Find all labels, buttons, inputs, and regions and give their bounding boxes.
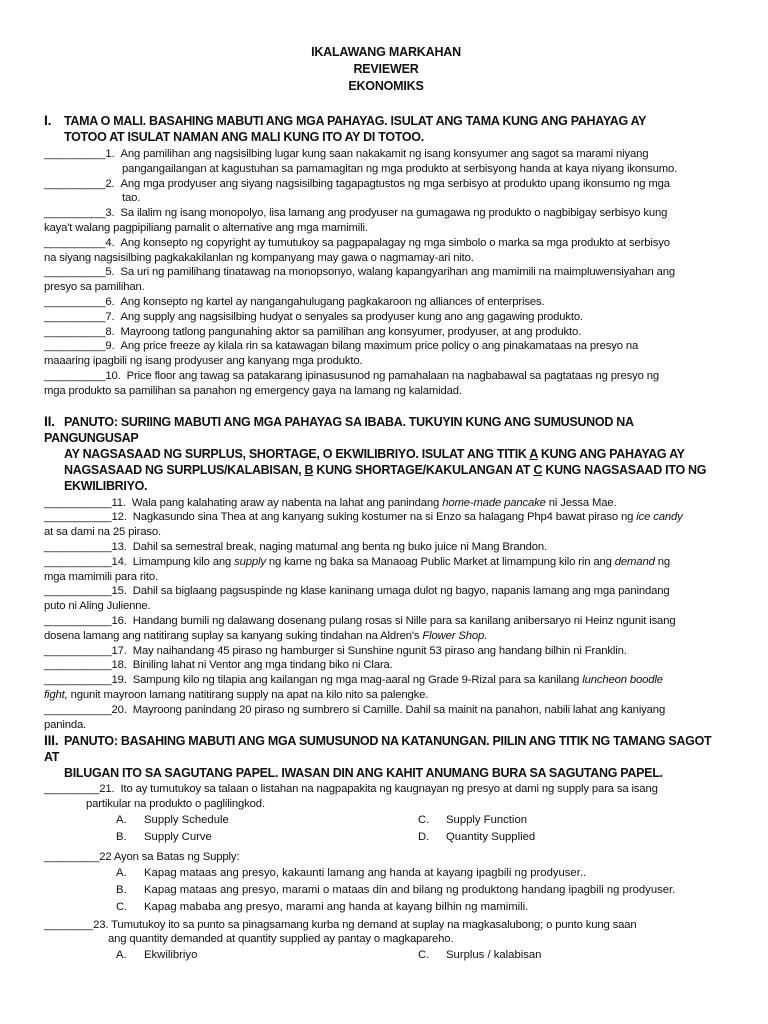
question-text: mga produkto sa pamilihan sa panahon ng emergency gaya na lamang ng kalamidad. [44,384,462,397]
answer-blank[interactable]: __________ [44,177,106,190]
question-text: Ang konsepto ng kartel ay nangangahulugang pagkakaroon ng alliances of enterprises. [120,295,545,308]
question-12: ___________12. Nagkasundo sina Thea at ang kanyang suking kostumer na si Enzo sa halagang Php4 bawat piraso ng ice candy at sa dami na 25 piraso. [44,511,683,539]
question-22: _________22 Ayon sa Batas ng Supply: [44,850,240,863]
option-c[interactable]: C. Surplus / kalabisan [418,949,542,962]
section-2-line1: PANUTO: SURIING MABUTI ANG MGA PAHAYAG SA IBABA. TUKUYIN KUNG ANG SUMUSUNOD NA PANGUNGUSAP [44,414,634,445]
question-text: maaaring ipagbili ng isang prodyuser ang kanyang mga produkto. [44,355,363,368]
option-a[interactable]: A. Kapag mataas ang presyo, kakaunti lamang ang handa at kayang ipagbili ng prodyuser.. [116,866,587,879]
section-2-instructions: II. PANUTO: SURIING MABUTI ANG MGA PAHAYAG SA IBABA. TUKUYIN KUNG ANG SUMUSUNOD NA PANGUNGUSAP AY NAGSASAAD NG SURPLUS, SHORTAGE, O EKWILIBRIYO. ISULAT ANG TITIK A KUNG ANG PAHAYAG AY NAGSASAAD NG SURPLUS/KALABISAN, B KUNG SHORTAGE/KAKULANGAN AT C KUNG NAGSASAAD ITO NG EKWILIBRIYO. [44,413,728,494]
answer-blank[interactable]: __________ [44,310,106,323]
option-a[interactable]: A. Supply Schedule [116,813,229,826]
answer-blank[interactable]: __________ [44,148,106,160]
question-11: ___________11. Wala pang kalahating araw ay nabenta na lahat ang panindang home-made pancake ni Jessa Mae. [44,496,617,509]
question-23-options [44,947,728,964]
question-16: ___________16. Handang bumili ng dalawang dosenang pulang rosas si Nille para sa kanilang anibersaryo ni Heinz ngunit isang dosena lamang ang natitirang suplay sa kanyang suking tindahan na Aldren's Flower Shop. [44,614,676,642]
question-text: na siyang nagsisilbing pagkakakilanlan ng kompanyang may gawa o nagmamay-ari nito. [44,251,474,264]
question-23: ________23. Tumutukoy ito sa punto sa pinagsamang kurba ng demand at suplay na magkasalubong; o punto kung saan ang quantity demanded at quantity supplied ay pantay o magkapareho. [44,918,637,946]
question-text: Ang pamilihan ang nagsisilbing lugar kung saan nakakamit ng isang konsyumer ang sagot sa marami niyang [120,148,649,160]
question-4: __________4. Ang konsepto ng copyright ay tumutukoy sa pagpapalagay ng mga simbolo o marka sa mga produkto at serbisyo na siyang nagsisilbing pagkakakilanlan ng kompanyang may gawa o nagmamay-ari nito. [44,236,728,266]
question-20: ___________20. Mayroong panindang 20 piraso ng sumbrero si Camille. Dahil sa mainit na panahon, nabili lahat ang kaniyang paninda. [44,703,666,731]
option-c[interactable]: C. Supply Function [418,813,528,826]
answer-blank[interactable]: ___________ [44,659,112,672]
section-3-number: III. [44,732,59,749]
question-18: ___________18. Biniling lahat ni Ventor ang mga tindang biko ni Clara. [44,659,393,672]
answer-blank[interactable]: _________ [44,850,100,863]
answer-blank[interactable]: ___________ [44,644,112,657]
section-1-line2: TOTOO AT ISULAT NAMAN ANG MALI KUNG ITO AY DI TOTOO. [64,130,424,144]
subject-title: EKONOMIKS [348,79,424,93]
letter-a: A [529,446,538,461]
answer-blank[interactable]: ___________ [44,540,112,553]
question-17: ___________17. May naihandang 45 piraso ng hamburger si Sunshine ngunit 53 piraso ang handang bilhin ni Franklin. [44,644,627,657]
question-19: ___________19. Sampung kilo ng tilapia ang kailangan ng mga mag-aaral ng Grade 9-Rizal para sa kanilang luncheon boodle fight, ngunit mayroon lamang natitirang supply na apat na kilo nito sa palengke. [44,674,663,701]
question-5: __________5. Sa uri ng pamilihang tinatawag na monopsonyo, walang kapangyarihan ang mamimili na maimpluwensiyahan ang presyo sa pamilihan. [44,265,728,295]
answer-blank[interactable]: ___________ [44,585,112,598]
section-1-number: I. [44,112,52,128]
answer-blank[interactable]: __________ [44,207,106,220]
section-1-line1: TAMA O MALI. BASAHING MABUTI ANG MGA PAHAYAG. ISULAT ANG TAMA KUNG ANG PAHAYAG AY [64,114,647,128]
section-2-line2: AY NAGSASAAD NG SURPLUS, SHORTAGE, O EKWILIBRIYO. ISULAT ANG TITIK [64,446,527,461]
question-text: Sa uri ng pamilihang tinatawag na monopsonyo, walang kapangyarihan ang mamimili na maimpluwensiyahan ang [120,266,676,279]
answer-blank[interactable]: ___________ [44,555,112,568]
section-1-instructions [44,112,728,145]
section-3-line1: PANUTO: BASAHING MABUTI ANG MGA SUMUSUNOD NA KATANUNGAN. PIILIN ANG TITIK NG TAMANG SAGOT AT [44,734,712,765]
letter-c: C [533,462,543,477]
reviewer-title: REVIEWER [353,62,419,76]
question-8: __________8. Mayroong tatlong pangunahing aktor sa pamilihan ang konsyumer, prodyuser, at ang produkto. [44,325,582,338]
answer-blank[interactable]: _________ [44,783,100,796]
question-text: kaya't walang pagpipiliang pamalit o alternative ang mga mamimili. [44,221,368,234]
question-9: __________9. Ang price freeze ay kilala rin sa katawagan bilang maximum price policy o ang pinakamataas na presyo na maaaring ipagbili ng isang prodyuser ang kanyang mga produkto. [44,339,728,369]
answer-blank[interactable]: __________ [44,325,106,338]
answer-blank[interactable]: ___________ [44,703,112,716]
question-1: __________1. Ang pamilihan ang nagsisilbing lugar kung saan nakakamit ng isang konsyumer ang sagot sa marami niyang pangangailangan at kagustuhan sa pamamagitan ng mga produkto at serbisyong handa at kaya niyang ikonsumo. [44,147,728,177]
answer-blank[interactable]: ___________ [44,614,112,627]
question-text: Sa ilalim ng isang monopolyo, iisa lamang ang prodyuser na gumagawa ng produkto o nagbibigay serbisyo kung [120,207,668,220]
question-6: __________6. Ang konsepto ng kartel ay nangangahulugang pagkakaroon ng alliances of enterprises. [44,295,545,308]
answer-blank[interactable]: ___________ [44,511,112,524]
question-10: __________10. Price floor ang tawag sa patakarang ipinasusunod ng pamahalaan na nagbabawal sa pagtataas ng presyo ng mga produkto sa pamilihan sa panahon ng emergency gaya na lamang ng kalamidad. [44,369,728,399]
letter-b: B [304,462,314,477]
question-text: Ang price freeze ay kilala rin sa katawagan bilang maximum price policy o ang pinakamataas na presyo na [120,340,639,353]
question-22-options [44,865,728,916]
answer-blank[interactable]: ________ [44,918,94,931]
section-2-line4: EKWILIBRIYO. [64,478,148,493]
answer-blank[interactable]: __________ [44,266,106,279]
section-2-line3: NAGSASAAD NG SURPLUS/KALABISAN, [64,462,302,477]
question-21: _________21. Ito ay tumutukoy sa talaan o listahan na nagpapakita ng kaugnayan ng presyo at dami ng supply para sa isang partikular na produkto o paglilingkod. [44,783,658,811]
question-text: Mayroong tatlong pangunahing aktor sa pamilihan ang konsyumer, prodyuser, at ang produkto. [120,325,582,338]
answer-blank[interactable]: __________ [44,236,106,249]
option-a[interactable]: A. Ekwilibriyo [116,949,198,962]
option-b[interactable]: B. Kapag mataas ang presyo, marami o mataas din and bilang ng produktong handang ipagbili ng prodyuser. [116,883,676,896]
question-text: presyo sa pamilihan. [44,281,145,294]
option-c[interactable]: C. Kapag mababa ang presyo, marami ang handa at kayang bilhin ng mamimili. [116,900,529,913]
question-14: ___________14. Limampung kilo ang supply ng karne ng baka sa Manaoag Public Market at limampung kilo rin ang demand ng mga mamimili para rito. [44,555,670,583]
question-text: Ang konsepto ng copyright ay tumutukoy sa pagpapalagay ng mga simbolo o marka sa mga produkto at serbisyo [120,236,670,249]
option-d[interactable]: D. Quantity Supplied [418,830,536,843]
answer-blank[interactable]: ___________ [44,496,112,509]
question-text: pangangailangan at kagustuhan sa pamamagitan ng mga produkto at serbisyong handa at kaya niyang ikonsumo. [122,162,678,175]
question-text: Price floor ang tawag sa patakarang ipinasusunod ng pamahalaan na nagbabawal sa pagtataas ng presyo ng [126,369,659,382]
answer-blank[interactable]: __________ [44,340,106,353]
question-text: Ang supply ang nagsisilbing hudyat o senyales sa prodyuser kung ano ang gagawing produkto. [120,310,584,323]
section-2-number: II. [44,412,55,429]
answer-blank[interactable]: __________ [44,369,106,382]
answer-blank[interactable]: __________ [44,295,106,308]
question-text: tao. [122,192,141,205]
document-title [44,44,728,95]
answer-blank[interactable]: ___________ [44,674,112,687]
question-21-options [44,812,728,846]
question-text: Ang mga prodyuser ang siyang nagsisilbing tagapagtustos ng mga serbisyo at produkto upang ikonsumo ng mga [120,177,670,190]
question-15: ___________15. Dahil sa biglaang pagsuspinde ng klase kaninang umaga dulot ng bagyo, napanis lamang ang mga panindang puto ni Aling Julienne. [44,585,670,613]
question-3: __________3. Sa ilalim ng isang monopolyo, iisa lamang ang prodyuser na gumagawa ng produkto o nagbibigay serbisyo kung kaya't walang pagpipiliang pamalit o alternative ang mga mamimili. [44,206,728,236]
section-3-line2: BILUGAN ITO SA SAGUTANG PAPEL. IWASAN DIN ANG KAHIT ANUMANG BURA SA SAGUTANG PAPEL. [64,766,663,781]
section-3-instructions [44,732,728,781]
question-2: __________2. Ang mga prodyuser ang siyang nagsisilbing tagapagtustos ng mga serbisyo at produkto upang ikonsumo ng mga tao. [44,177,728,207]
quarter-title: IKALAWANG MARKAHAN [311,45,461,59]
question-13: ___________13. Dahil sa semestral break, naging matumal ang benta ng buko juice ni Mang Brandon. [44,540,547,553]
reviewer-page [44,44,728,964]
option-b[interactable]: B. Supply Curve [116,830,212,843]
question-7: __________7. Ang supply ang nagsisilbing hudyat o senyales sa prodyuser kung ano ang gagawing produkto. [44,310,584,323]
